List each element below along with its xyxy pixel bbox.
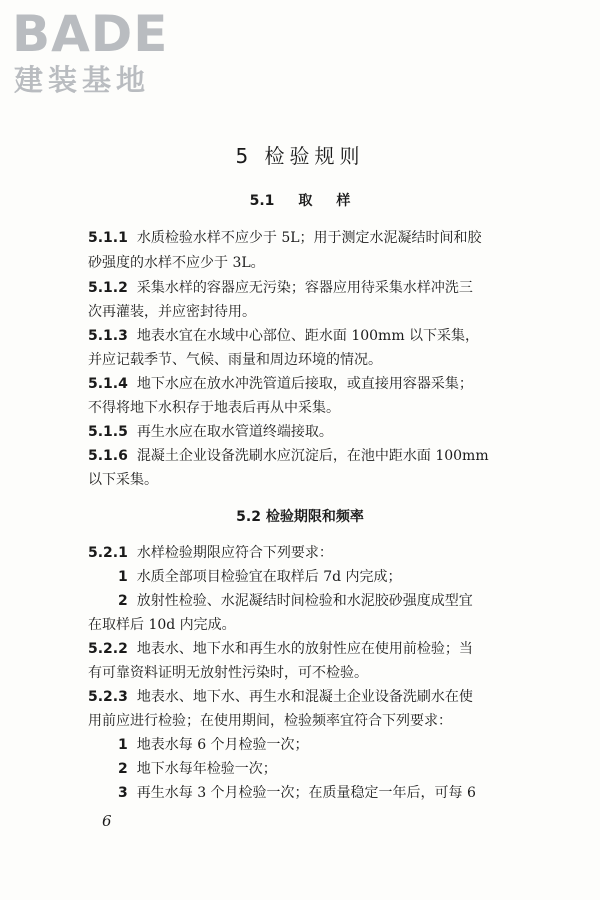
clause-5-1-4-cont: 不得将地下水积存于地表后再从中采集。 — [88, 400, 340, 416]
clause-5-2-2-cont: 有可靠资料证明无放射性污染时，可不检验。 — [88, 665, 368, 681]
clause-5-2-1-item-1: 1 水质全部项目检验宜在取样后 7d 内完成； — [118, 569, 402, 585]
clause-5-2-3-item-2: 2 地下水每年检验一次； — [118, 761, 277, 777]
clause-5-2-1-item-2-cont: 在取样后 10d 内完成。 — [88, 617, 236, 633]
page-number: 6 — [102, 812, 112, 830]
clause-5-2-3: 5.2.3 地表水、地下水、再生水和混凝土企业设备洗刷水在使 — [88, 689, 473, 705]
clause-5-1-4: 5.1.4 地下水应在放水冲洗管道后接取，或直接用容器采集； — [88, 376, 473, 392]
logo — [12, 6, 182, 98]
clause-5-1-6: 5.1.6 混凝土企业设备洗刷水应沉淀后，在池中距水面 100mm — [88, 448, 489, 464]
clause-5-2-3-item-3: 3 再生水每 3 个月检验一次；在质量稳定一年后，可每 6 — [118, 785, 476, 801]
logo-chinese-name: 建装基地 — [14, 63, 151, 97]
section-5-2-title: 5.2 检验期限和频率 — [236, 509, 364, 525]
clause-5-1-3-cont: 并应记载季节、气候、雨量和周边环境的情况。 — [88, 352, 382, 368]
clause-5-2-2: 5.2.2 地表水、地下水和再生水的放射性应在使用前检验；当 — [88, 641, 473, 657]
logo-wordmark: BADE — [12, 5, 169, 63]
clause-5-2-1-item-2: 2 放射性检验、水泥凝结时间检验和水泥胶砂强度成型宜 — [118, 593, 473, 609]
clause-5-1-1: 5.1.1 水质检验水样不应少于 5L；用于测定水泥凝结时间和胶 — [88, 230, 482, 246]
clause-5-1-3: 5.1.3 地表水宜在水域中心部位、距水面 100mm 以下采集， — [88, 328, 480, 344]
clause-5-1-5: 5.1.5 再生水应在取水管道终端接取。 — [88, 424, 333, 440]
clause-5-1-1-cont: 砂强度的水样不应少于 3L。 — [88, 255, 265, 271]
clause-5-1-6-cont: 以下采集。 — [88, 472, 158, 488]
clause-5-1-2: 5.1.2 采集水样的容器应无污染；容器应用待采集水样冲洗三 — [88, 280, 473, 296]
clause-5-1-2-cont: 次再灌装，并应密封待用。 — [88, 304, 256, 320]
clause-5-2-3-item-1: 1 地表水每 6 个月检验一次； — [118, 737, 309, 753]
chapter-title: 5 检验规则 — [235, 144, 365, 168]
clause-5-2-1: 5.2.1 水样检验期限应符合下列要求： — [88, 545, 333, 561]
clause-5-2-3-cont: 用前应进行检验；在使用期间，检验频率宜符合下列要求： — [88, 713, 452, 729]
section-5-1-title: 5.1 取 样 — [249, 193, 351, 209]
